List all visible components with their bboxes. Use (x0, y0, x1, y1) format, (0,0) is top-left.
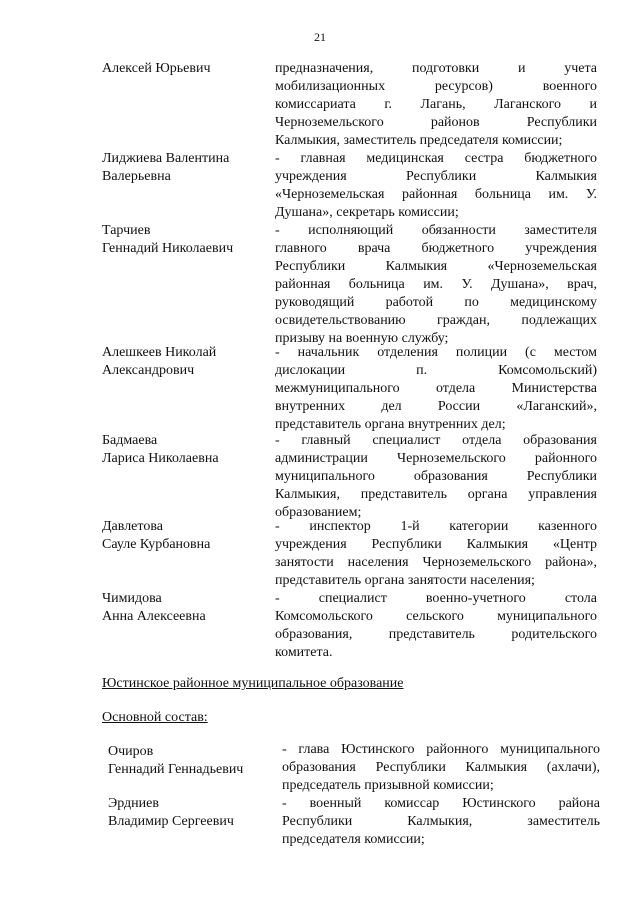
member-name: Очиров Геннадий Геннадьевич (108, 744, 244, 777)
section-heading: Юстинское районное муниципальное образование (102, 676, 404, 691)
member-description: - специалист военно-учетного стола Комсомольского сельского муниципального образования, представитель родительского комитета. (275, 591, 597, 660)
page-number: 21 (314, 30, 326, 44)
member-name: Тарчиев Геннадий Николаевич (102, 223, 234, 256)
member-description: - исполняющий обязанности заместителя главного врача бюджетного учреждения Республики Калмыкия «Черноземельская районная больница им. У. Душана», врач, руководящий работой по медицинскому освидетельствованию граждан, подлежащих призыву на военную службу; (275, 223, 597, 346)
member-name: Чимидова Анна Алексеевна (102, 591, 206, 624)
member-description: предназначения, подготовки и учета мобилизационных ресурсов) военного комиссариата г. Лагань, Лаганского и Черноземельского районов Республики Калмыкия, заместитель председателя комиссии; (275, 61, 597, 148)
member-name: Алексей Юрьевич (102, 61, 211, 76)
member-name: Давлетова Сауле Курбановна (102, 519, 211, 552)
subsection-heading: Основной состав: (102, 710, 208, 725)
member-description: - начальник отделения полиции (с местом дислокации п. Комсомольский) межмуниципального отдела Министерства внутренних дел России «Лаганский», представитель органа внутренних дел; (275, 345, 597, 432)
member-name: Эрдниев Владимир Сергеевич (108, 796, 234, 829)
member-description: - военный комиссар Юстинского района Республики Калмыкия, заместитель председателя комиссии; (282, 796, 600, 847)
member-description: - главная медицинская сестра бюджетного учреждения Республики Калмыкия «Черноземельская районная больница им. У. Душана», секретарь комиссии; (275, 151, 597, 220)
member-name: Алешкеев Николай Александрович (102, 345, 217, 378)
member-name: Лиджиева Валентина Валерьевна (102, 151, 230, 184)
member-description: - инспектор 1-й категории казенного учреждения Республики Калмыкия «Центр занятости населения Черноземельского района», представитель органа занятости населения; (275, 519, 597, 588)
member-description: - глава Юстинского районного муниципального образования Республики Калмыкия (ахлачи), председатель призывной комиссии; (282, 742, 600, 793)
member-name: Бадмаева Лариса Николаевна (102, 433, 219, 466)
member-description: - главный специалист отдела образования администрации Черноземельского районного муниципального образования Республики Калмыкия, представитель органа управления образованием; (275, 433, 597, 520)
